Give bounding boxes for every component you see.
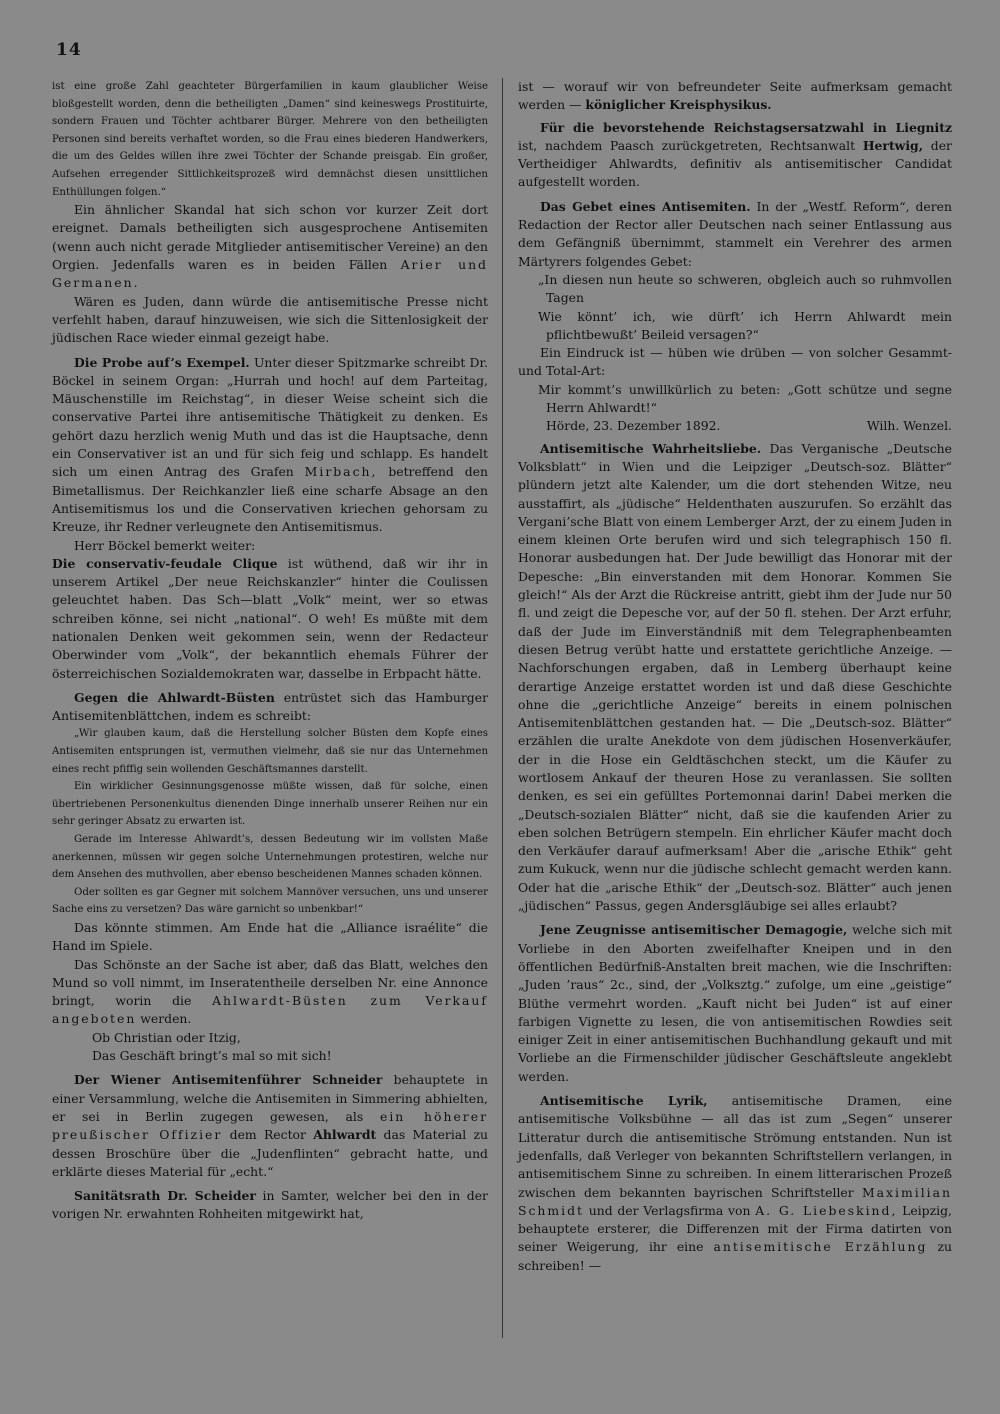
article-scheider: Sanitätsrath Dr. Scheider in Samter, welcher bei den in der vorigen Nr. erwahnten Rohheiten mitgewirkt hat,	[52, 1188, 488, 1222]
article-lyrik: Antisemitische Lyrik, antisemitische Dramen, eine antisemitische Volksbühne — all das ist zum „Segen“ unserer Litteratur durch die antisemitische Strömung entstanden. Nun ist jedenfalls, daß Verleger von bekannten Schriftstellern verlangen, in antisemitischem Sinne zu schreiben. In einem litterarischen Prozeß zwischen dem bekannten bayrischen Schriftsteller Maximilian Schmidt und der Verlagsfirma von A. G. Liebeskind, Leipzig, behauptete ersterer, die Differenzen mit der Firma datirten von seiner Weigerung, ihr eine antisemitische Erzählung zu schreiben! —	[518, 1093, 952, 1273]
quote-paragraph: Ein wirklicher Gesinnungsgenosse müßte wissen, daß für solche, einen übertriebenen Personenkultus dienenden Dinge innerhalb unserer Reihen nur ein sehr geringer Absatz zu erwarten ist.	[52, 781, 488, 828]
poem-stanza: Mir kommt’s unwillkürlich zu beten: „Gott schütze und segne Herrn Ahlwardt!“	[538, 381, 952, 416]
page-number: 14	[56, 40, 82, 60]
column-divider	[502, 78, 503, 1338]
article-heading: Das Gebet eines Antisemiten.	[540, 198, 751, 214]
article-wahrheitsliebe: Antisemitische Wahrheitsliebe. Das Verganische „Deutsche Volksblatt“ in Wien und die Leipziger „Deutsch-soz. Blätter“ plündern jetzt alte Kalender, um die dort stehenden Witze, neu ausstaffirt, als „jüdische“ Heldenthaten auszurufen. So erzählt das Vergani’sche Blatt von einem Lemberger Arzt, der zu einem Juden in einem kleinen Orte berufen wird und sich telegraphisch 150 fl. Honorar ausbedungen hat. Der Jude bewilligt das Honorar mit der Depesche: „Bin einverstanden mit dem Honorar. Kommen Sie gleich!“ Als der Arzt die Rückreise antritt, giebt ihm der Jude nur 50 fl. und zeigt die Depesche vor, auf der 50 fl. stehen. Der Arzt erfuhr, daß der Jude im Einverständniß mit dem Telegraphenbeamten diesen Betrug verübt hatte und erstattete gerichtliche Anzeige. — Nachforschungen ergaben, daß in Lemberg überhaupt keine derartige Anzeige erstattet worden ist und daß diese Geschichte ohne die „gerichtliche Anzeige“ bereits in einem polnischen Antisemitenblättchen gestanden hat. — Die „Deutsch-soz. Blätter“ erzählen die uralte Anekdote von dem jüdischen Hosenverkäufer, der in die Hose ein Geldtäschchen steckt, um die Käufer zu wortlosem Ankauf der theuren Hose zu veranlassen. Sie sollten denken, es sei ein gefülltes Portemonnai darin! Dabei merken die „Deutsch-sozialen Blätter“ nicht, daß sie die kaufenden Arier zu eben solchen Betrügern stempeln. Ein ehrlicher Käufer macht doch den Verkäufer darauf aufmerksam! Aber die „arische Ethik“ geht zum Kukuck, wenn nur die jüdische schlecht gemacht werden kann. Oder hat die „arische Ethik“ der „Deutsch-soz. Blätter“ auch jenen „jüdischen“ Passus, gegen Andersgläubige sei alles erlaubt?	[518, 440, 952, 914]
article-heading: Sanitätsrath Dr. Scheider	[74, 1188, 256, 1204]
paragraph: Das Schönste an der Sache ist aber, daß das Blatt, welches den Mund so voll nimmt, im Inseratentheile derselben Nr. eine Annonce bringt, worin die Ahlwardt-Büsten zum Verkauf angeboten werden.	[52, 956, 488, 1027]
article-heading: Für die bevorstehende Reichstagsersatzwahl in Liegnitz	[540, 119, 952, 135]
left-column	[52, 78, 488, 1224]
paragraph: ist — worauf wir von befreundeter Seite aufmerksam gemacht werden — königlicher Kreisphysikus.	[518, 79, 952, 113]
article-heading: Der Wiener Antisemitenführer Schneider	[74, 1072, 383, 1088]
paragraph: Das könnte stimmen. Am Ende hat die „Alliance israélite“ die Hand im Spiele.	[52, 920, 488, 954]
article-schneider: Der Wiener Antisemitenführer Schneider behauptete in einer Versammlung, welche die Antisemiten in Simmering abhielten, er sei in Berlin zugegen gewesen, als ein höherer preußischer Offizier dem Rector Ahlwardt das Material zu dessen Broschüre über die „Judenflinten“ gebracht hatte, und erklärte dieses Material für „echt.“	[52, 1072, 488, 1179]
paragraph: ist eine große Zahl geachteter Bürgerfamilien in kaum glaublicher Weise bloßgestellt worden, denn die betheiligten „Damen“ sind keineswegs Prostituirte, sondern Frauen und Töchter achtbarer Bürger. Mehrere von den betheiligten Personen sind bereits verhaftet worden, so die Frau eines biederen Handwerkers, die um des Geldes willen ihre zwei Töchter der Schande preisgab. Ein großer, Aufsehen erregender Sittlichkeitsprozeß wird demnächst diesen unsittlichen Enthüllungen folgen.“	[52, 81, 488, 198]
article-probe: Die Probe auf’s Exempel. Unter dieser Spitzmarke schreibt Dr. Böckel in seinem Organ: „Hurrah und hoch! auf dem Parteitag, Mäuschenstille im Reichstag“, in dieser Weise scheint sich die conservative Partei ihre antisemitische Thätigkeit zu denken. Es gehört dazu herzlich wenig Muth und das ist die Hauptsache, denn ein Conservativer ist an und für sich feig und schlapp. Es handelt sich um einen Antrag des Grafen Mirbach, betreffend den Bimetallismus. Der Reichkanzler ließ eine scharfe Absage an den Antisemitismus los und die Conservativen kriechen gehorsam zu Kreuze, ihr Redner verleugnete den Antisemitismus.	[52, 354, 488, 535]
poem-stanza: „In diesen nun heute so schweren, obgleich auch so ruhmvollen Tagen	[538, 271, 952, 306]
article-heading: Die Probe auf’s Exempel.	[74, 354, 250, 370]
article-gebet: Das Gebet eines Antisemiten. In der „Westf. Reform“, deren Redaction der Rector aller Deutschen nach seiner Entlassung aus dem Gefängniß übernimmt, stammelt ein Verehrer des armen Märtyrers folgendes Gebet:	[518, 198, 952, 269]
article-heading: Die conservativ-feudale Clique	[52, 555, 278, 571]
poem-stanza: Wie könnt’ ich, wie dürft’ ich Herrn Ahlwardt mein pflichtbewußt’ Beileid versagen?“	[538, 308, 952, 342]
quote-paragraph: Gerade im Interesse Ahlwardt’s, dessen Bedeutung wir im vollsten Maße anerkennen, müssen wir gegen solche Unternehmungen protestiren, welche nur dem Ansehen des muthvollen, aber ebenso bescheidenen Mannes schaden können.	[52, 834, 488, 881]
article-demagogie: Jene Zeugnisse antisemitischer Demagogie, welche sich mit Vorliebe in den Aborten zweifelhafter Kneipen und in den öffentlichen Bedürfniß-Anstalten breit machen, wie die Inschriften: „Juden ’raus“ 2c., sind, der „Volksztg.“ zufolge, um eine „geistige“ Blüthe vermehrt worden. „Kauft nicht bei Juden“ ist auf einer farbigen Vignette zu lesen, die von antisemitischen Rowdies seit einiger Zeit in einer antisemitischen Buchhandlung gekauft und mit Vorliebe an die Firmenschilder jüdischer Geschäftsleute angeklebt werden.	[518, 922, 952, 1084]
author-signature: Wilh. Wenzel.	[866, 418, 952, 434]
place-date: Hörde, 23. Dezember 1892.	[546, 418, 721, 434]
article-clique: Die conservativ-feudale Clique ist wüthend, daß wir ihr in unserem Artikel „Der neue Reichskanzler“ hinter die Coulissen geleuchtet haben. Das Sch—blatt „Volk“ meint, wer so etwas schreiben könne, sei nicht „national“. O weh! Es müßte mit dem nationalen Denken weit gekommen sein, wenn der Redacteur Oberwinder vom „Volk“, der bekanntlich ehemals Führer der österreichischen Sozialdemokraten war, dasselbe in Erbpacht hätte.	[52, 555, 488, 681]
signature-line	[518, 417, 952, 435]
article-heading: Gegen die Ahlwardt-Büsten	[74, 689, 275, 705]
paragraph: Ein ähnlicher Skandal hat sich schon vor kurzer Zeit dort ereignet. Damals betheiligten sich ausgesprochene Antisemiten (wenn auch nicht gerade Mitglieder antisemitischer Vereine) an den Orgien. Jedenfalls waren es in beiden Fällen Arier und Germanen.	[52, 202, 488, 291]
right-column	[518, 78, 952, 1275]
article-heading: Antisemitische Wahrheitsliebe.	[540, 440, 762, 456]
quote-paragraph: Oder sollten es gar Gegner mit solchem Mannöver versuchen, uns und unserer Sache eins zu versetzen? Das wäre garnicht so unbenkbar!“	[52, 886, 488, 916]
article-liegnitz: Für die bevorstehende Reichstagsersatzwahl in Liegnitz ist, nachdem Paasch zurückgetreten, Rechtsanwalt Hertwig, der Vertheidiger Ahlwardts, definitiv als antisemitischer Candidat aufgestellt worden.	[518, 119, 952, 190]
article-heading: Jene Zeugnisse antisemitischer Demagogie,	[540, 922, 848, 938]
article-busten: Gegen die Ahlwardt-Büsten entrüstet sich das Hamburger Antisemitenblättchen, indem es schreibt:	[52, 689, 488, 724]
verse-line: Das Geschäft bringt’s mal so mit sich!	[92, 1048, 332, 1064]
paragraph: Wären es Juden, dann würde die antisemitische Presse nicht verfehlt haben, darauf hinzuweisen, wie sich die Sittenlosigkeit der jüdischen Race wieder einmal gezeigt habe.	[52, 293, 488, 346]
article-heading: Antisemitische Lyrik,	[540, 1093, 708, 1109]
verse-line: Ob Christian oder Itzig,	[92, 1029, 241, 1045]
paragraph: Herr Böckel bemerkt weiter:	[74, 537, 256, 553]
paragraph: Ein Eindruck ist — hüben wie drüben — von solcher Gesammt- und Total-Art:	[518, 345, 952, 379]
quote-paragraph: „Wir glauben kaum, daß die Herstellung solcher Büsten dem Kopfe eines Antisemiten entsprungen ist, vermuthen vielmehr, daß sie nur das Unternehmen eines recht pfiffig sein wollenden Geschäftsmannes darstellt.	[52, 728, 488, 775]
